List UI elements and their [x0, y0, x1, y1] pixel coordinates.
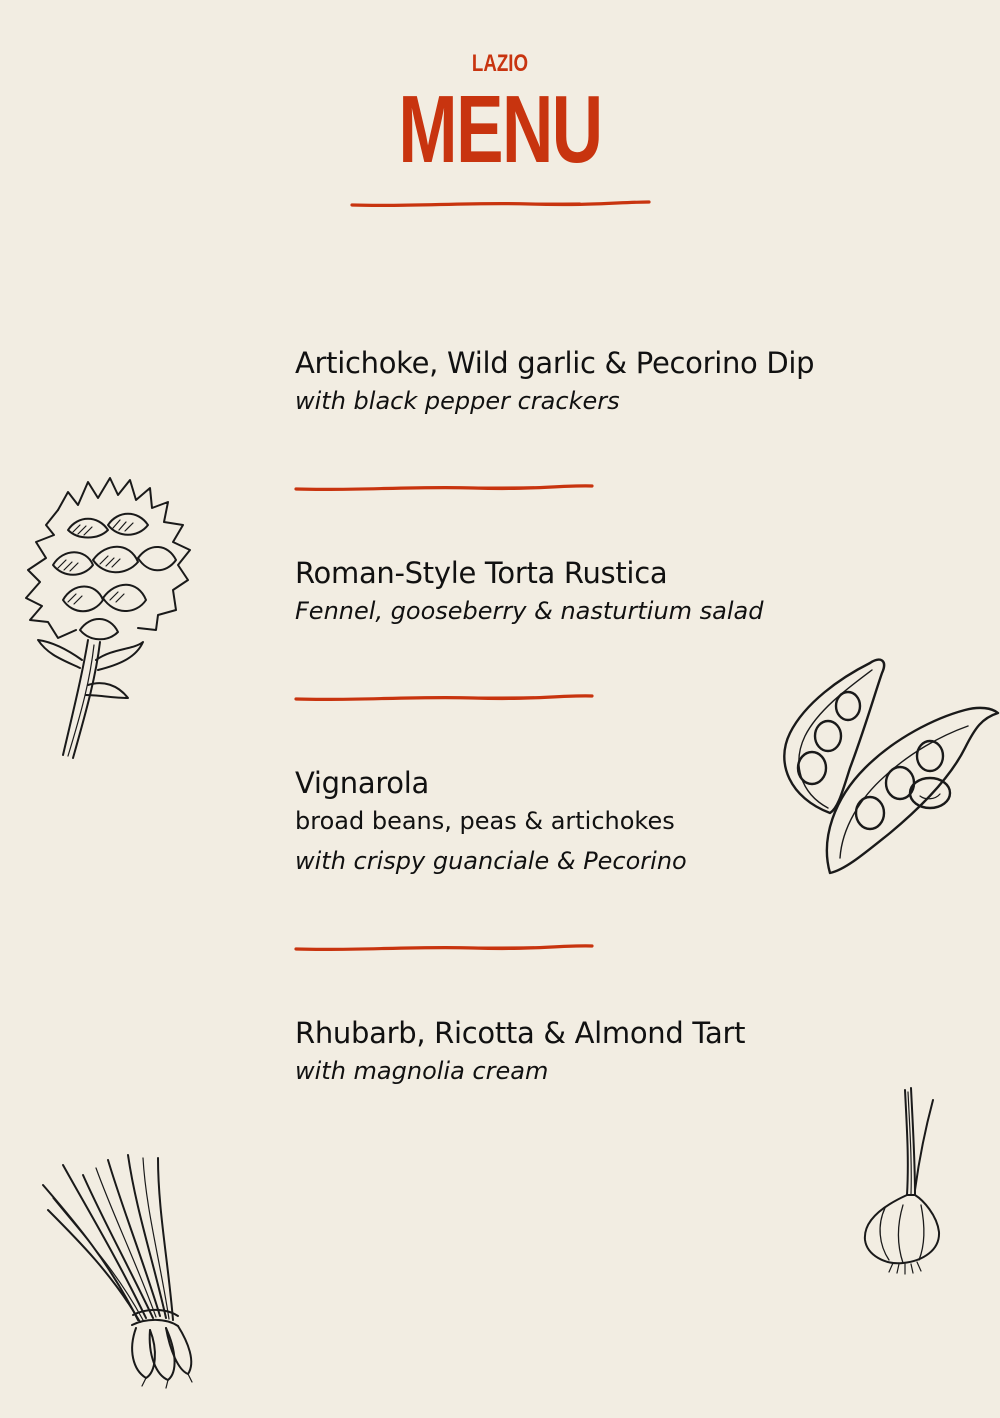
menu-item-name: Artichoke, Wild garlic & Pecorino Dip: [295, 346, 815, 380]
menu-item-description: with black pepper crackers: [295, 387, 620, 415]
spring-onions-illustration: [28, 1150, 213, 1390]
restaurant-region-label: LAZIO: [471, 50, 529, 77]
menu-item: [295, 555, 915, 631]
menu-item: [295, 1015, 915, 1091]
menu-item: [295, 345, 915, 421]
menu-item-name: Vignarola: [295, 766, 429, 800]
garlic-illustration: [855, 1080, 950, 1275]
header-divider: [350, 196, 652, 212]
section-divider: [294, 690, 594, 706]
section-divider: [294, 480, 594, 496]
section-divider: [294, 940, 594, 956]
menu-item-name: Roman-Style Torta Rustica: [295, 556, 668, 590]
menu-item-description: Fennel, gooseberry & nasturtium salad: [295, 597, 764, 625]
broad-bean-pods-illustration: [770, 648, 1000, 880]
menu-item-name: Rhubarb, Ricotta & Almond Tart: [295, 1016, 746, 1050]
menu-item-description: with crispy guanciale & Pecorino: [295, 847, 687, 875]
artichoke-illustration: [18, 470, 198, 765]
menu-item-description: broad beans, peas & artichokes: [295, 807, 675, 835]
page-title: MENU: [398, 76, 602, 183]
menu-item-description: with magnolia cream: [295, 1057, 549, 1085]
